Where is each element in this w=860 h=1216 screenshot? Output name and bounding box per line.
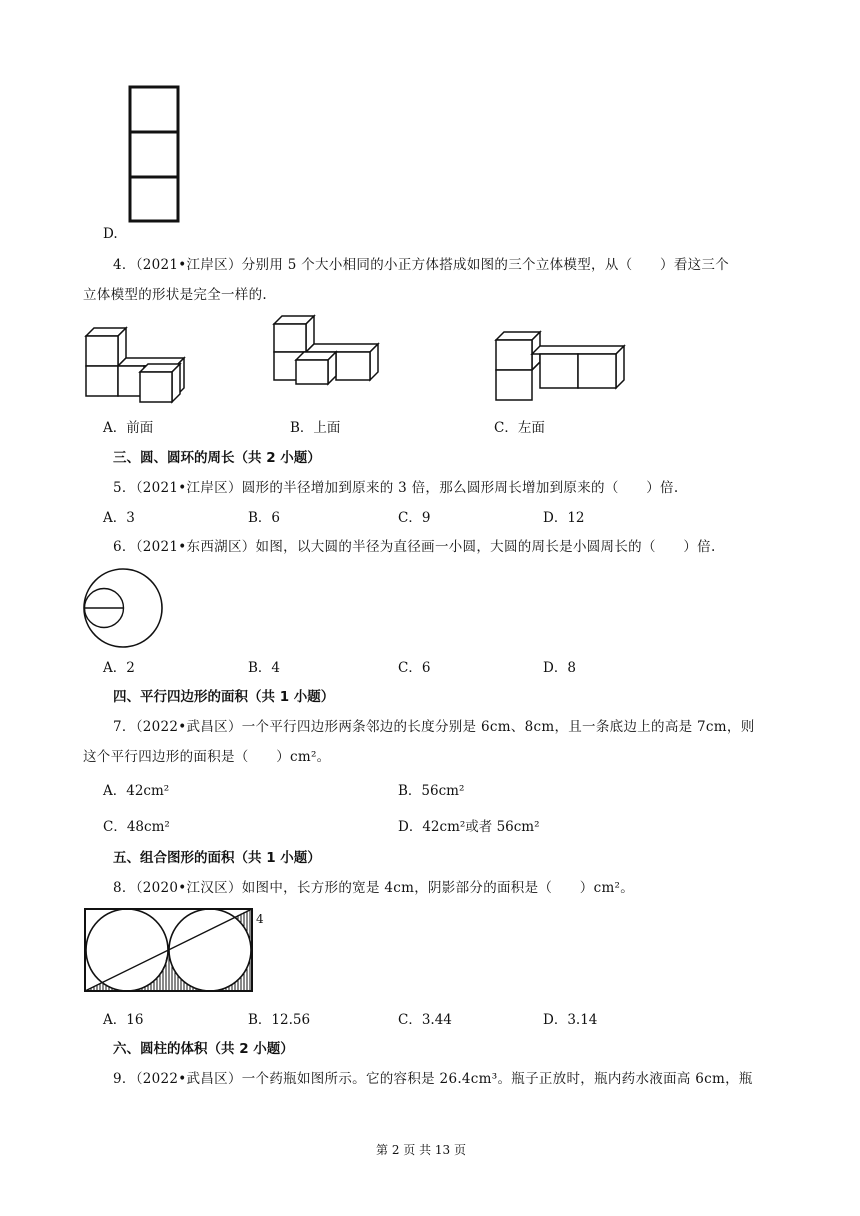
q6-option-a: A．2 <box>103 660 135 676</box>
q7-option-b: B．56cm² <box>398 783 465 799</box>
q5-option-b: B．6 <box>248 510 281 526</box>
q8-option-c: C．3.44 <box>398 1012 452 1028</box>
q4-cube-model-1 <box>82 324 192 404</box>
q8-option-b: B．12.56 <box>248 1012 311 1028</box>
q7-option-c: C．48cm² <box>103 819 170 835</box>
q7-option-a: A．42cm² <box>103 783 170 799</box>
q4-cube-model-2 <box>270 314 385 389</box>
q3-option-d-figure <box>127 85 187 225</box>
page-footer: 第 2 页 共 13 页 <box>376 1143 466 1157</box>
q6-text: 6．（2021•东西湖区）如图，以大圆的半径为直径画一小圆，大圆的周长是小圆周长的（ ）倍. <box>113 539 716 555</box>
q4-text-line1: 4．（2021•江岸区）分别用 5 个大小相同的小正方体搭成如图的三个立体模型，从（ ）看这三个 <box>113 257 730 273</box>
q3-option-d-label: D. <box>103 226 118 242</box>
q4-cube-model-3 <box>494 328 629 403</box>
q7-option-d: D．42cm²或者 56cm² <box>398 819 540 835</box>
q5-text: 5．（2021•江岸区）圆形的半径增加到原来的 3 倍，那么圆形周长增加到原来的（ ）倍. <box>113 480 679 496</box>
q7-text-line2: 这个平行四边形的面积是（ ）cm²。 <box>83 749 331 765</box>
section-4-heading: 四、平行四边形的面积（共 1 小题） <box>113 689 335 705</box>
q4-text-line2: 立体模型的形状是完全一样的. <box>83 287 267 303</box>
q5-option-d: D．12 <box>543 510 585 526</box>
q5-option-a: A．3 <box>103 510 135 526</box>
q8-rectangle-circles-figure <box>84 908 264 996</box>
section-3-heading: 三、圆、圆环的周长（共 2 小题） <box>113 450 321 466</box>
q7-text-line1: 7．（2022•武昌区）一个平行四边形两条邻边的长度分别是 6cm、8cm，且一条底边上的高是 7cm，则 <box>113 719 755 735</box>
q4-option-a: A．前面 <box>103 420 154 436</box>
section-6-heading: 六、圆柱的体积（共 2 小题） <box>113 1041 294 1057</box>
q8-text: 8．（2020•江汉区）如图中，长方形的宽是 4cm，阴影部分的面积是（ ）cm²。 <box>113 880 635 896</box>
q6-circles-figure <box>82 567 167 652</box>
q9-text: 9．（2022•武昌区）一个药瓶如图所示。它的容积是 26.4cm³。瓶子正放时，瓶内药水液面高 6cm，瓶 <box>113 1071 753 1087</box>
q4-option-b: B．上面 <box>290 420 341 436</box>
q6-option-c: C．6 <box>398 660 431 676</box>
q4-option-c: C．左面 <box>494 420 545 436</box>
q6-option-d: D．8 <box>543 660 576 676</box>
q8-option-a: A．16 <box>103 1012 144 1028</box>
q6-option-b: B．4 <box>248 660 281 676</box>
q8-figure-width-label: 4 <box>256 912 264 926</box>
q8-option-d: D．3.14 <box>543 1012 598 1028</box>
q5-option-c: C．9 <box>398 510 431 526</box>
section-5-heading: 五、组合图形的面积（共 1 小题） <box>113 850 321 866</box>
